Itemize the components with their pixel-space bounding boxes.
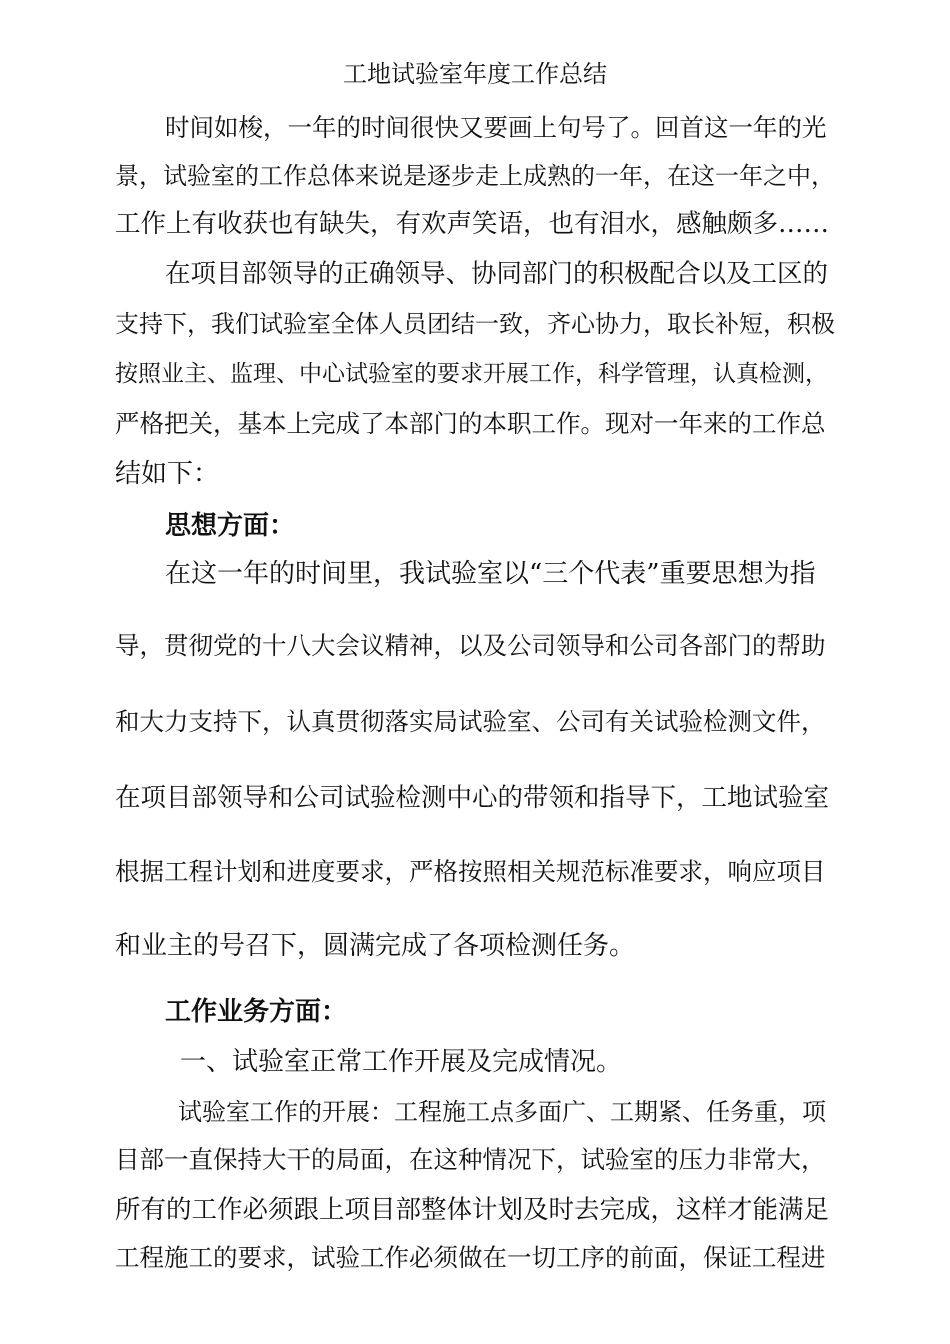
section-heading-work: 工作业务方面： [165, 997, 348, 1027]
paragraph-2-line-4: 严格把关，基本上完成了本部门的本职工作。现对一年来的工作总 [115, 409, 826, 438]
paragraph-1-line-3: 工作上有收获也有缺失，有欢声笑语，也有泪水，感触颇多…… [115, 209, 830, 239]
section-heading-thought: 思想方面： [165, 511, 296, 541]
paragraph-3-line-2: 导，贯彻党的十八大会议精神，以及公司领导和公司各部门的帮助 [115, 631, 826, 660]
paragraph-3-line-3: 和大力支持下，认真贯彻落实局试验室、公司有关试验检测文件， [115, 707, 826, 736]
paragraph-4-line-2: 目部一直保持大干的局面，在这种情况下，试验室的压力非常大， [115, 1145, 826, 1174]
paragraph-1-line-1: 时间如梭，一年的时间很快又要画上句号了。回首这一年的光 [165, 113, 827, 142]
paragraph-3-line-6: 和业主的号召下，圆满完成了各项检测任务。 [115, 931, 636, 961]
paragraph-4-line-1: 试验室工作的开展：工程施工点多面广、工期紧、任务重，项 [178, 1098, 826, 1126]
paragraph-2-line-5: 结如下： [115, 459, 220, 489]
paragraph-2-line-2: 支持下，我们试验室全体人员团结一致，齐心协力，取长补短，积极 [115, 310, 835, 338]
document-title: 工地试验室年度工作总结 [343, 60, 607, 88]
paragraph-1-line-2: 景，试验室的工作总体来说是逐步走上成熟的一年，在这一年之中， [115, 162, 835, 190]
paragraph-3-line-4: 在项目部领导和公司试验检测中心的带领和指导下，工地试验室 [115, 783, 830, 813]
paragraph-3-line-1: 在这一年的时间里，我试验室以“三个代表”重要思想为指 [165, 559, 816, 589]
paragraph-3-line-5: 根据工程计划和进度要求，严格按照相关规范标准要求，响应项目 [115, 857, 826, 886]
paragraph-2-line-3: 按照业主、监理、中心试验室的要求开展工作，科学管理，认真检测， [115, 361, 828, 387]
paragraph-2-line-1: 在项目部领导的正确领导、协同部门的积极配合以及工区的 [165, 259, 829, 289]
paragraph-4-line-3: 所有的工作必须跟上项目部整体计划及时去完成，这样才能满足 [115, 1195, 830, 1225]
paragraph-4-line-4: 工程施工的要求，试验工作必须做在一切工序的前面，保证工程进 [115, 1243, 826, 1272]
subsection-1: 一、试验室正常工作开展及完成情况。 [180, 1047, 623, 1077]
